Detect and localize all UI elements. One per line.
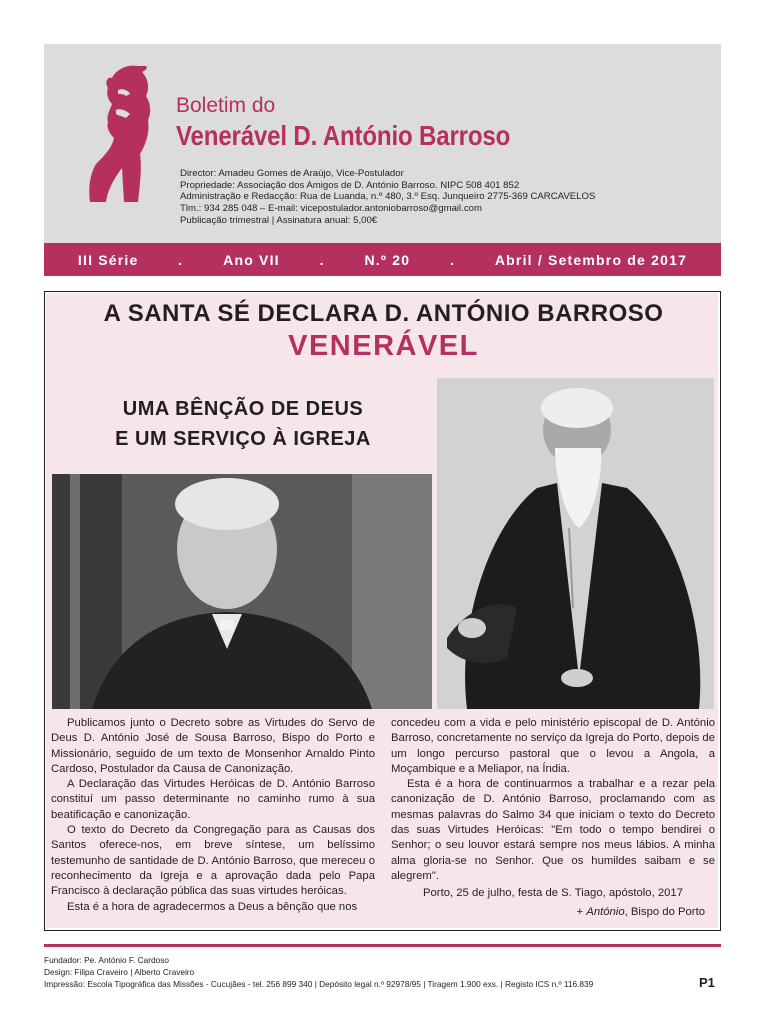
article-paragraph: A Declaração das Virtudes Heróicas de D. António Barroso constituí um passo determinante no caminho rumo à sua beatificação e canonização. (51, 778, 375, 821)
colophon (44, 954, 593, 990)
info-owner: Propriedade: Associação dos Amigos de D. António Barroso. NIPC 508 401 852 (180, 179, 520, 191)
signature-cross: + (576, 905, 584, 918)
article-paragraph: Publicamos junto o Decreto sobre as Virtudes do Servo de Deus D. António José de Sousa Barroso, Bispo do Porto e Missionário, seguido de um texto de Monsenhor Arnaldo Pinto Cardoso, Postulador da Causa de Canonização. (51, 717, 375, 775)
subheadline-line-2: E UM SERVIÇO À IGREJA (115, 428, 371, 450)
bulletin-title: Venerável D. António Barroso (176, 120, 511, 151)
bulletin-pretitle: Boletim do (176, 94, 276, 117)
article-paragraph: Esta é a hora de agradecermos a Deus a bênção que nos (67, 900, 358, 913)
signature (391, 905, 715, 920)
article-column-1 (51, 716, 375, 915)
issue-band (44, 243, 721, 276)
subheadline (79, 394, 407, 454)
page-number: P1 (699, 975, 715, 990)
issue-separator: . (319, 251, 325, 268)
photo-bishop-historic (437, 378, 714, 709)
signature-title: , Bispo do Porto (624, 905, 705, 918)
article-paragraph: Esta é a hora de continuarmos a trabalhar e a rezar pela canonização de D. António Barroso, proclamando com as mesmas palavras do Salmo 34 que iniciam o texto do Decreto das suas Virtudes Heróicas: "Em todo o tempo bendirei o Senhor; o seu louvor estará sempre nos meus lábios. A minha alma gloria-se no Senhor. Que os humildes saibam e se alegrem". (391, 778, 715, 882)
issue-series: III Série (77, 251, 139, 268)
colophon-founder: Fundador: Pe. António F. Cardoso (44, 955, 169, 965)
colophon-design: Design: Filipa Craveiro | Alberto Craveiro (44, 967, 195, 977)
info-contact: Tlm.: 934 285 048 – E-mail: vicepostulador.antoniobarroso@gmail.com (180, 203, 482, 215)
article-paragraph: O texto do Decreto da Congregação para as Causas dos Santos oferece-nos, em breve síntese, um belíssimo testemunho de santidade de D. António Barroso, que mereceu o reconhecimento da Igreja e a aprovação dada pelo Papa Francisco à declaração pública das suas virtudes heróicas. (51, 824, 375, 898)
issue-number: N.º 20 (364, 251, 411, 268)
signature-date: Porto, 25 de julho, festa de S. Tiago, apóstolo, 2017 (422, 887, 683, 900)
info-address: Administração e Redacção: Rua de Luanda, n.º 480, 3.º Esq. Junqueiro 2775-369 CARCAVELOS (180, 191, 596, 203)
info-subscription: Publicação trimestral | Assinatura anual: 5,00€ (180, 214, 378, 226)
issue-separator: . (178, 251, 184, 268)
photo-bishop-modern-image (52, 474, 432, 709)
article-column-2 (391, 716, 715, 920)
colophon-printing: Impressão: Escola Tipográfica das Missões - Cucujães - tel. 256 899 340 | Depósito legal n.º 92978/95 | Tiragem 1.900 exs. | Registo ICS n.º 116.839 (44, 979, 594, 989)
footer-divider (44, 944, 721, 947)
lead-article (44, 291, 721, 931)
signature-name: António (586, 905, 625, 918)
issue-separator: . (450, 251, 456, 268)
photo-bishop-historic-image (437, 378, 714, 709)
masthead (44, 44, 721, 244)
issue-date: Abril / Setembro de 2017 (494, 251, 688, 268)
photo-bishop-modern (52, 474, 432, 709)
subheadline-line-1: UMA BÊNÇÃO DE DEUS (122, 398, 364, 420)
issue-year: Ano VII (223, 251, 280, 268)
headline-line-2: VENERÁVEL (288, 330, 479, 362)
headline-line-1: A SANTA SÉ DECLARA D. ANTÓNIO BARROSO (103, 300, 664, 327)
publication-info (180, 168, 595, 227)
article-paragraph-continued: concedeu com a vida e pelo ministério episcopal de D. António Barroso, concretamente no serviço da Igreja do Porto, depois de um longo percurso pastoral que o levou a Angola, a Moçambique e a Meliapor, na Índia. (391, 717, 715, 775)
founder-silhouette-logo (86, 64, 154, 204)
info-director: Director: Amadeu Gomes de Araújo, Vice-Postulador (180, 168, 404, 179)
